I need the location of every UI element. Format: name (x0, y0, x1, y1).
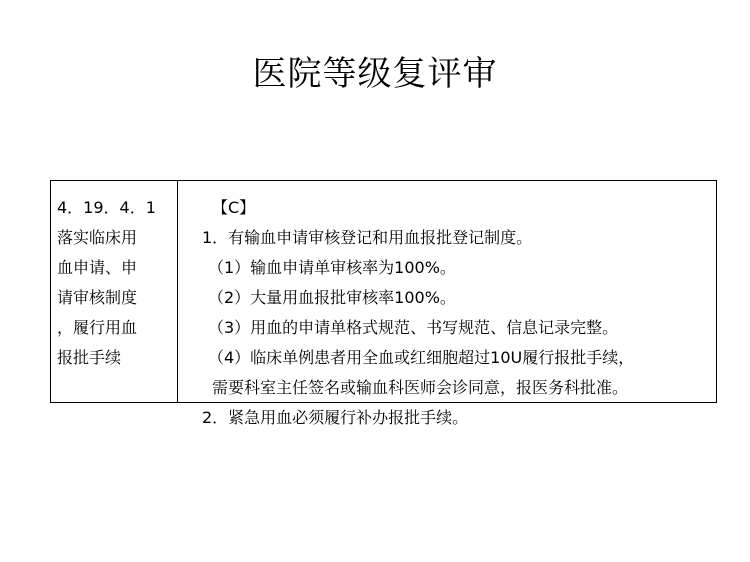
clause-text-line: 请审核制度 (57, 288, 138, 307)
requirement-subitem: （3）用血的申请单格式规范、书写规范、信息记录完整。 (208, 318, 619, 337)
requirement-item: 2．紧急用血必须履行补办报批手续。 (202, 408, 469, 427)
requirement-subitem: （4）临床单例患者用全血或红细胞超过10U履行报批手续， (208, 348, 635, 367)
clause-text-line: 血申请、申 (57, 258, 138, 277)
slide-title: 医院等级复评审 (252, 54, 498, 94)
requirement-subitem: （2）大量用血报批审核率100%。 (208, 288, 456, 307)
requirement-subitem-continued: 需要科室主任签名或输血科医师会诊同意，报医务科批准。 (212, 378, 629, 397)
grade-label: 【C】 (212, 198, 256, 217)
clause-cell (57, 193, 173, 373)
clause-text-line: 报批手续 (57, 348, 122, 367)
clause-text-line: 落实临床用 (57, 228, 138, 247)
requirement-item: 1．有输血申请审核登记和用血报批登记制度。 (202, 228, 533, 247)
clause-text-line: ，履行用血 (57, 318, 138, 337)
clause-number: 4．19．4．1 (57, 198, 156, 217)
requirements-cell (202, 193, 742, 433)
table-column-divider (177, 180, 178, 403)
requirement-subitem: （1）输血申请单审核率为100%。 (208, 258, 456, 277)
